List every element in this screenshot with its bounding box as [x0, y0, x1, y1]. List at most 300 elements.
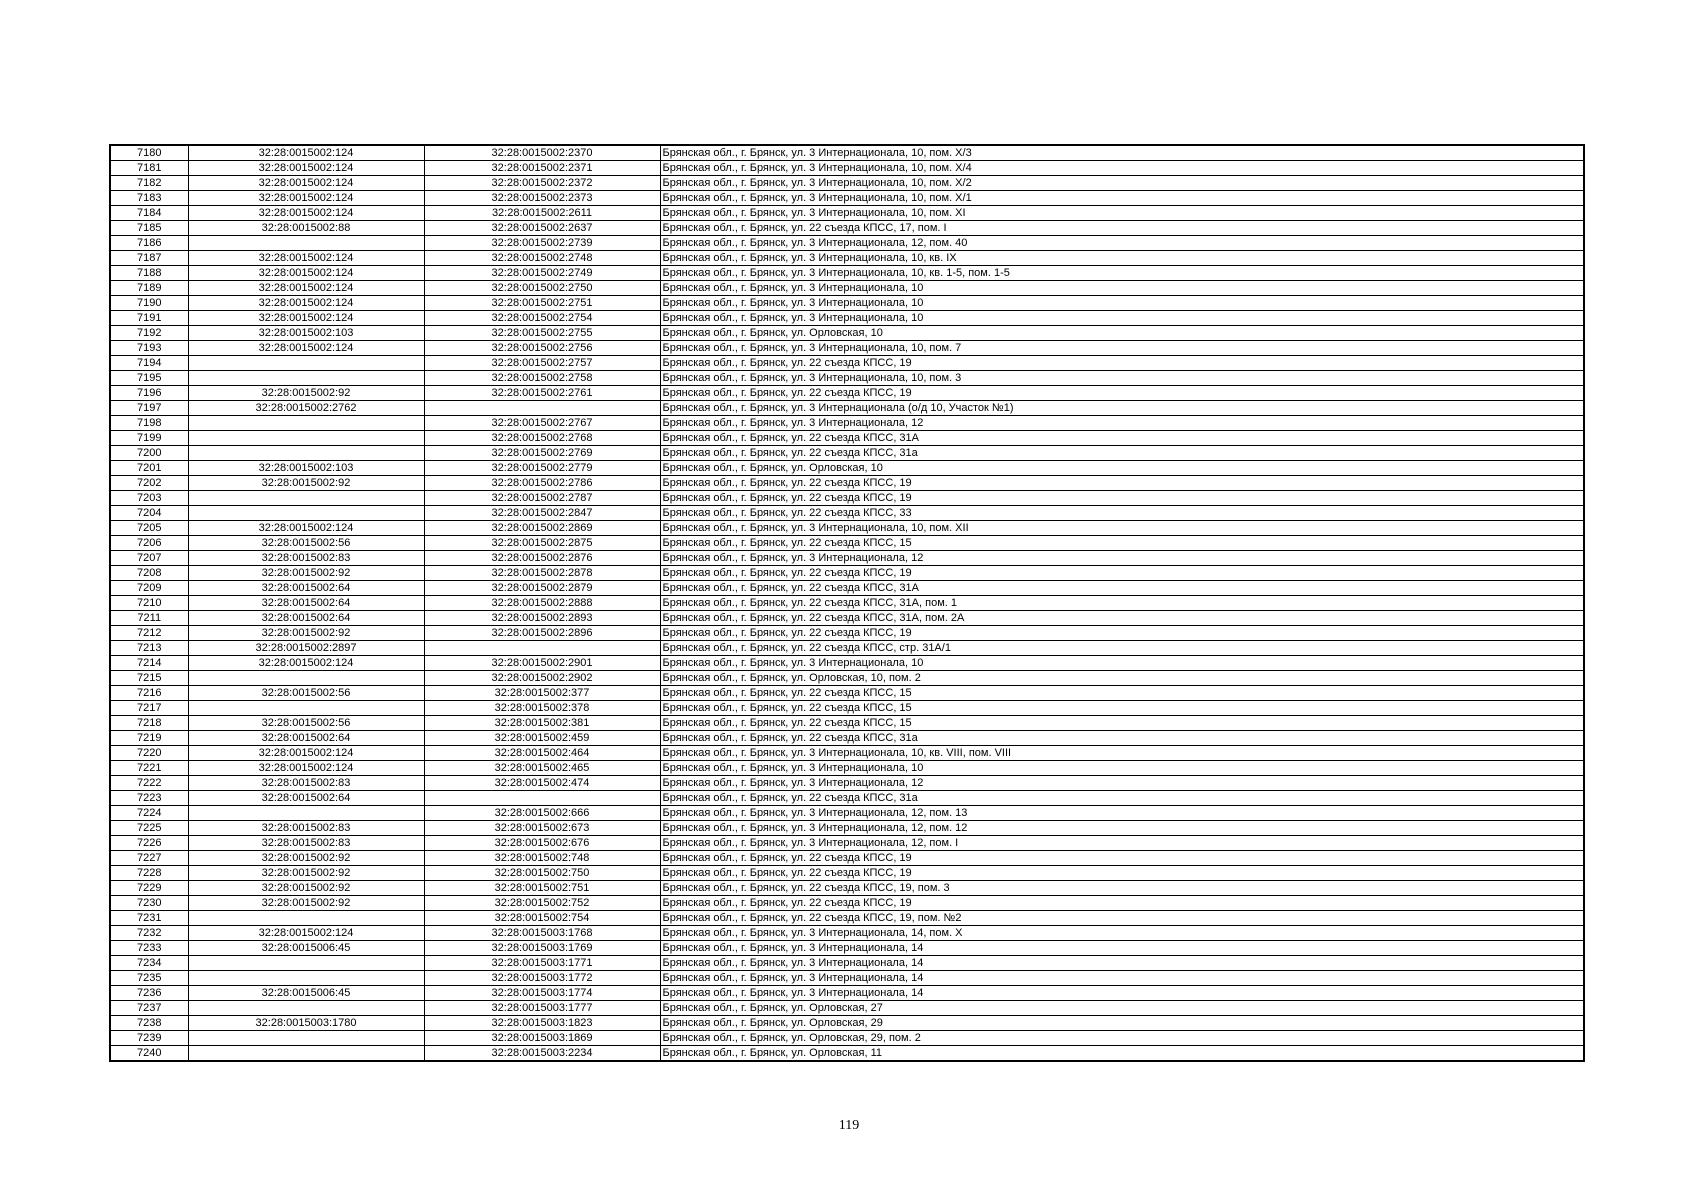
address-cell: Брянская обл., г. Брянск, ул. 22 съезда КПСС, 19 [660, 851, 1584, 866]
row-number-cell: 7198 [110, 416, 188, 431]
parent-cadastral-number-cell: 32:28:0015002:64 [188, 611, 424, 626]
cadastral-number-cell: 32:28:0015002:2869 [424, 521, 660, 536]
table-row [110, 506, 1584, 521]
row-number-cell: 7181 [110, 161, 188, 176]
address-cell: Брянская обл., г. Брянск, ул. 3 Интернационала, 10 [660, 281, 1584, 296]
parent-cadastral-number-cell: 32:28:0015002:124 [188, 926, 424, 941]
cadastral-number-cell: 32:28:0015002:2611 [424, 206, 660, 221]
row-number-cell: 7208 [110, 566, 188, 581]
address-cell: Брянская обл., г. Брянск, ул. 3 Интернационала, 12 [660, 776, 1584, 791]
cadastral-number-cell: 32:28:0015002:459 [424, 731, 660, 746]
table-row [110, 926, 1584, 941]
row-number-cell: 7233 [110, 941, 188, 956]
parent-cadastral-number-cell: 32:28:0015002:124 [188, 281, 424, 296]
row-number-cell: 7225 [110, 821, 188, 836]
cadastral-number-cell: 32:28:0015003:1772 [424, 971, 660, 986]
table-row [110, 626, 1584, 641]
address-cell: Брянская обл., г. Брянск, ул. 22 съезда КПСС, 31а [660, 791, 1584, 806]
parent-cadastral-number-cell [188, 956, 424, 971]
row-number-cell: 7221 [110, 761, 188, 776]
address-cell: Брянская обл., г. Брянск, ул. Орловская, 10 [660, 461, 1584, 476]
cadastral-number-cell: 32:28:0015002:2787 [424, 491, 660, 506]
cadastral-number-cell: 32:28:0015002:2757 [424, 356, 660, 371]
table-row [110, 551, 1584, 566]
table-row [110, 356, 1584, 371]
parent-cadastral-number-cell: 32:28:0015002:124 [188, 341, 424, 356]
parent-cadastral-number-cell: 32:28:0015002:124 [188, 296, 424, 311]
registry-sheet [109, 144, 1585, 1062]
cadastral-number-cell: 32:28:0015002:2749 [424, 266, 660, 281]
table-row [110, 491, 1584, 506]
row-number-cell: 7240 [110, 1046, 188, 1062]
table-body [110, 145, 1584, 1061]
cadastral-number-cell: 32:28:0015002:2755 [424, 326, 660, 341]
table-row [110, 461, 1584, 476]
row-number-cell: 7227 [110, 851, 188, 866]
cadastral-number-cell: 32:28:0015002:2847 [424, 506, 660, 521]
parent-cadastral-number-cell: 32:28:0015002:92 [188, 626, 424, 641]
address-cell: Брянская обл., г. Брянск, ул. 22 съезда КПСС, 31А [660, 431, 1584, 446]
table-row [110, 161, 1584, 176]
cadastral-number-cell: 32:28:0015002:754 [424, 911, 660, 926]
table-row [110, 911, 1584, 926]
table-row [110, 476, 1584, 491]
row-number-cell: 7189 [110, 281, 188, 296]
parent-cadastral-number-cell [188, 911, 424, 926]
table-row [110, 221, 1584, 236]
row-number-cell: 7204 [110, 506, 188, 521]
address-cell: Брянская обл., г. Брянск, ул. 3 Интернационала, 10, пом. X/3 [660, 145, 1584, 161]
address-cell: Брянская обл., г. Брянск, ул. 3 Интернационала, 14 [660, 956, 1584, 971]
parent-cadastral-number-cell [188, 806, 424, 821]
cadastral-number-cell: 32:28:0015002:2739 [424, 236, 660, 251]
cadastral-number-cell: 32:28:0015002:2768 [424, 431, 660, 446]
address-cell: Брянская обл., г. Брянск, ул. 3 Интернационала, 10, пом. 3 [660, 371, 1584, 386]
row-number-cell: 7236 [110, 986, 188, 1001]
parent-cadastral-number-cell: 32:28:0015002:83 [188, 836, 424, 851]
row-number-cell: 7216 [110, 686, 188, 701]
parent-cadastral-number-cell [188, 701, 424, 716]
parent-cadastral-number-cell: 32:28:0015002:64 [188, 731, 424, 746]
parent-cadastral-number-cell [188, 491, 424, 506]
row-number-cell: 7192 [110, 326, 188, 341]
table-row [110, 236, 1584, 251]
row-number-cell: 7200 [110, 446, 188, 461]
cadastral-number-cell: 32:28:0015002:2751 [424, 296, 660, 311]
parent-cadastral-number-cell: 32:28:0015002:124 [188, 206, 424, 221]
cadastral-number-cell: 32:28:0015002:2876 [424, 551, 660, 566]
table-row [110, 851, 1584, 866]
address-cell: Брянская обл., г. Брянск, ул. 3 Интернационала, 14 [660, 941, 1584, 956]
parent-cadastral-number-cell: 32:28:0015002:2762 [188, 401, 424, 416]
address-cell: Брянская обл., г. Брянск, ул. 3 Интернационала, 10 [660, 656, 1584, 671]
address-cell: Брянская обл., г. Брянск, ул. 3 Интернационала, 10, пом. X/1 [660, 191, 1584, 206]
cadastral-number-cell: 32:28:0015002:2896 [424, 626, 660, 641]
address-cell: Брянская обл., г. Брянск, ул. 3 Интернационала, 14 [660, 971, 1584, 986]
row-number-cell: 7238 [110, 1016, 188, 1031]
address-cell: Брянская обл., г. Брянск, ул. 3 Интернационала, 10 [660, 311, 1584, 326]
address-cell: Брянская обл., г. Брянск, ул. 3 Интернационала, 12, пом. 40 [660, 236, 1584, 251]
address-cell: Брянская обл., г. Брянск, ул. 22 съезда КПСС, 19 [660, 491, 1584, 506]
cadastral-number-cell: 32:28:0015002:377 [424, 686, 660, 701]
parent-cadastral-number-cell: 32:28:0015002:92 [188, 851, 424, 866]
table-row [110, 1001, 1584, 1016]
row-number-cell: 7209 [110, 581, 188, 596]
cadastral-number-cell: 32:28:0015002:2769 [424, 446, 660, 461]
cadastral-number-cell: 32:28:0015002:465 [424, 761, 660, 776]
address-cell: Брянская обл., г. Брянск, ул. 3 Интернационала, 12, пом. 12 [660, 821, 1584, 836]
parent-cadastral-number-cell: 32:28:0015002:92 [188, 566, 424, 581]
cadastral-number-cell: 32:28:0015002:2370 [424, 145, 660, 161]
row-number-cell: 7195 [110, 371, 188, 386]
cadastral-number-cell [424, 791, 660, 806]
table-row [110, 1016, 1584, 1031]
cadastral-table [109, 144, 1585, 1062]
table-row [110, 866, 1584, 881]
table-row [110, 761, 1584, 776]
address-cell: Брянская обл., г. Брянск, ул. Орловская, 27 [660, 1001, 1584, 1016]
parent-cadastral-number-cell [188, 1046, 424, 1062]
parent-cadastral-number-cell: 32:28:0015002:103 [188, 326, 424, 341]
row-number-cell: 7210 [110, 596, 188, 611]
row-number-cell: 7239 [110, 1031, 188, 1046]
row-number-cell: 7187 [110, 251, 188, 266]
parent-cadastral-number-cell: 32:28:0015002:83 [188, 821, 424, 836]
parent-cadastral-number-cell: 32:28:0015006:45 [188, 941, 424, 956]
address-cell: Брянская обл., г. Брянск, ул. 22 съезда КПСС, 31А, пом. 1 [660, 596, 1584, 611]
row-number-cell: 7229 [110, 881, 188, 896]
cadastral-number-cell: 32:28:0015002:750 [424, 866, 660, 881]
cadastral-number-cell: 32:28:0015003:1777 [424, 1001, 660, 1016]
parent-cadastral-number-cell: 32:28:0015002:124 [188, 145, 424, 161]
table-row [110, 1031, 1584, 1046]
address-cell: Брянская обл., г. Брянск, ул. 3 Интернационала, 10 [660, 296, 1584, 311]
parent-cadastral-number-cell: 32:28:0015002:88 [188, 221, 424, 236]
table-row [110, 145, 1584, 161]
table-row [110, 566, 1584, 581]
address-cell: Брянская обл., г. Брянск, ул. Орловская, 11 [660, 1046, 1584, 1062]
parent-cadastral-number-cell: 32:28:0015002:124 [188, 176, 424, 191]
table-row [110, 251, 1584, 266]
address-cell: Брянская обл., г. Брянск, ул. 22 съезда КПСС, 19 [660, 626, 1584, 641]
address-cell: Брянская обл., г. Брянск, ул. 3 Интернационала, 10, пом. 7 [660, 341, 1584, 356]
row-number-cell: 7194 [110, 356, 188, 371]
cadastral-number-cell: 32:28:0015003:1823 [424, 1016, 660, 1031]
table-row [110, 881, 1584, 896]
address-cell: Брянская обл., г. Брянск, ул. 22 съезда КПСС, 31а [660, 446, 1584, 461]
cadastral-number-cell: 32:28:0015002:474 [424, 776, 660, 791]
table-row [110, 701, 1584, 716]
address-cell: Брянская обл., г. Брянск, ул. 3 Интернационала, 10, кв. VIII, пом. VIII [660, 746, 1584, 761]
row-number-cell: 7222 [110, 776, 188, 791]
row-number-cell: 7234 [110, 956, 188, 971]
row-number-cell: 7199 [110, 431, 188, 446]
table-row [110, 791, 1584, 806]
cadastral-number-cell [424, 401, 660, 416]
row-number-cell: 7232 [110, 926, 188, 941]
row-number-cell: 7214 [110, 656, 188, 671]
parent-cadastral-number-cell: 32:28:0015002:92 [188, 866, 424, 881]
cadastral-number-cell: 32:28:0015003:1769 [424, 941, 660, 956]
row-number-cell: 7220 [110, 746, 188, 761]
row-number-cell: 7185 [110, 221, 188, 236]
cadastral-number-cell: 32:28:0015002:2786 [424, 476, 660, 491]
table-row [110, 986, 1584, 1001]
address-cell: Брянская обл., г. Брянск, ул. 3 Интернационала, 10 [660, 761, 1584, 776]
table-row [110, 806, 1584, 821]
parent-cadastral-number-cell: 32:28:0015002:64 [188, 791, 424, 806]
parent-cadastral-number-cell: 32:28:0015002:103 [188, 461, 424, 476]
address-cell: Брянская обл., г. Брянск, ул. 22 съезда КПСС, 15 [660, 716, 1584, 731]
table-row [110, 401, 1584, 416]
cadastral-number-cell: 32:28:0015003:1869 [424, 1031, 660, 1046]
address-cell: Брянская обл., г. Брянск, ул. 3 Интернационала, 10, кв. 1-5, пом. 1-5 [660, 266, 1584, 281]
row-number-cell: 7205 [110, 521, 188, 536]
row-number-cell: 7211 [110, 611, 188, 626]
table-row [110, 821, 1584, 836]
cadastral-number-cell: 32:28:0015002:2888 [424, 596, 660, 611]
address-cell: Брянская обл., г. Брянск, ул. 22 съезда КПСС, 31А [660, 581, 1584, 596]
row-number-cell: 7226 [110, 836, 188, 851]
row-number-cell: 7237 [110, 1001, 188, 1016]
address-cell: Брянская обл., г. Брянск, ул. 22 съезда КПСС, 19 [660, 866, 1584, 881]
address-cell: Брянская обл., г. Брянск, ул. 22 съезда КПСС, 31А, пом. 2А [660, 611, 1584, 626]
table-row [110, 386, 1584, 401]
cadastral-number-cell: 32:28:0015002:2902 [424, 671, 660, 686]
cadastral-number-cell: 32:28:0015002:2767 [424, 416, 660, 431]
row-number-cell: 7201 [110, 461, 188, 476]
parent-cadastral-number-cell: 32:28:0015002:124 [188, 656, 424, 671]
row-number-cell: 7215 [110, 671, 188, 686]
row-number-cell: 7231 [110, 911, 188, 926]
parent-cadastral-number-cell [188, 431, 424, 446]
table-row [110, 686, 1584, 701]
address-cell: Брянская обл., г. Брянск, ул. 3 Интернационала (о/д 10, Участок №1) [660, 401, 1584, 416]
row-number-cell: 7207 [110, 551, 188, 566]
cadastral-number-cell: 32:28:0015002:2754 [424, 311, 660, 326]
table-row [110, 956, 1584, 971]
parent-cadastral-number-cell: 32:28:0015002:56 [188, 536, 424, 551]
row-number-cell: 7235 [110, 971, 188, 986]
parent-cadastral-number-cell: 32:28:0015002:92 [188, 881, 424, 896]
parent-cadastral-number-cell: 32:28:0015002:124 [188, 761, 424, 776]
parent-cadastral-number-cell [188, 506, 424, 521]
table-row [110, 311, 1584, 326]
address-cell: Брянская обл., г. Брянск, ул. 3 Интернационала, 14, пом. X [660, 926, 1584, 941]
cadastral-number-cell: 32:28:0015002:2750 [424, 281, 660, 296]
parent-cadastral-number-cell: 32:28:0015002:124 [188, 521, 424, 536]
parent-cadastral-number-cell: 32:28:0015002:64 [188, 596, 424, 611]
parent-cadastral-number-cell [188, 356, 424, 371]
address-cell: Брянская обл., г. Брянск, ул. 3 Интернационала, 10, кв. IX [660, 251, 1584, 266]
cadastral-number-cell: 32:28:0015002:751 [424, 881, 660, 896]
address-cell: Брянская обл., г. Брянск, ул. 3 Интернационала, 12, пом. 13 [660, 806, 1584, 821]
parent-cadastral-number-cell: 32:28:0015002:56 [188, 686, 424, 701]
table-row [110, 656, 1584, 671]
row-number-cell: 7196 [110, 386, 188, 401]
address-cell: Брянская обл., г. Брянск, ул. 22 съезда КПСС, стр. 31А/1 [660, 641, 1584, 656]
cadastral-number-cell: 32:28:0015003:1768 [424, 926, 660, 941]
cadastral-number-cell: 32:28:0015002:752 [424, 896, 660, 911]
cadastral-number-cell: 32:28:0015002:2761 [424, 386, 660, 401]
cadastral-number-cell: 32:28:0015002:2373 [424, 191, 660, 206]
parent-cadastral-number-cell [188, 446, 424, 461]
table-row [110, 716, 1584, 731]
cadastral-number-cell: 32:28:0015002:2893 [424, 611, 660, 626]
row-number-cell: 7228 [110, 866, 188, 881]
row-number-cell: 7202 [110, 476, 188, 491]
cadastral-number-cell: 32:28:0015002:2901 [424, 656, 660, 671]
parent-cadastral-number-cell: 32:28:0015002:124 [188, 311, 424, 326]
parent-cadastral-number-cell: 32:28:0015003:1780 [188, 1016, 424, 1031]
address-cell: Брянская обл., г. Брянск, ул. 3 Интернационала, 10, пом. X/2 [660, 176, 1584, 191]
address-cell: Брянская обл., г. Брянск, ул. 22 съезда КПСС, 15 [660, 686, 1584, 701]
address-cell: Брянская обл., г. Брянск, ул. Орловская, 10 [660, 326, 1584, 341]
cadastral-number-cell: 32:28:0015002:381 [424, 716, 660, 731]
address-cell: Брянская обл., г. Брянск, ул. 22 съезда КПСС, 19 [660, 896, 1584, 911]
table-row [110, 266, 1584, 281]
table-row [110, 326, 1584, 341]
parent-cadastral-number-cell: 32:28:0015002:92 [188, 476, 424, 491]
row-number-cell: 7184 [110, 206, 188, 221]
row-number-cell: 7203 [110, 491, 188, 506]
address-cell: Брянская обл., г. Брянск, ул. 3 Интернационала, 10, пом. XI [660, 206, 1584, 221]
table-row [110, 731, 1584, 746]
address-cell: Брянская обл., г. Брянск, ул. 22 съезда КПСС, 19, пом. 3 [660, 881, 1584, 896]
table-row [110, 446, 1584, 461]
table-row [110, 671, 1584, 686]
address-cell: Брянская обл., г. Брянск, ул. 22 съезда КПСС, 19 [660, 476, 1584, 491]
table-row [110, 206, 1584, 221]
cadastral-number-cell: 32:28:0015002:676 [424, 836, 660, 851]
table-row [110, 941, 1584, 956]
row-number-cell: 7223 [110, 791, 188, 806]
row-number-cell: 7212 [110, 626, 188, 641]
row-number-cell: 7230 [110, 896, 188, 911]
table-row [110, 611, 1584, 626]
table-row [110, 596, 1584, 611]
address-cell: Брянская обл., г. Брянск, ул. 3 Интернационала, 12 [660, 551, 1584, 566]
table-row [110, 536, 1584, 551]
row-number-cell: 7206 [110, 536, 188, 551]
table-row [110, 581, 1584, 596]
address-cell: Брянская обл., г. Брянск, ул. 22 съезда КПСС, 15 [660, 701, 1584, 716]
parent-cadastral-number-cell [188, 671, 424, 686]
row-number-cell: 7191 [110, 311, 188, 326]
parent-cadastral-number-cell [188, 1031, 424, 1046]
cadastral-number-cell: 32:28:0015002:2878 [424, 566, 660, 581]
parent-cadastral-number-cell: 32:28:0015002:124 [188, 191, 424, 206]
row-number-cell: 7197 [110, 401, 188, 416]
table-row [110, 971, 1584, 986]
address-cell: Брянская обл., г. Брянск, ул. 22 съезда КПСС, 19, пом. №2 [660, 911, 1584, 926]
cadastral-number-cell: 32:28:0015002:2372 [424, 176, 660, 191]
address-cell: Брянская обл., г. Брянск, ул. Орловская, 29 [660, 1016, 1584, 1031]
row-number-cell: 7219 [110, 731, 188, 746]
table-row [110, 191, 1584, 206]
cadastral-number-cell: 32:28:0015002:2758 [424, 371, 660, 386]
parent-cadastral-number-cell: 32:28:0015006:45 [188, 986, 424, 1001]
cadastral-number-cell: 32:28:0015002:748 [424, 851, 660, 866]
address-cell: Брянская обл., г. Брянск, ул. Орловская, 29, пом. 2 [660, 1031, 1584, 1046]
row-number-cell: 7218 [110, 716, 188, 731]
table-row [110, 776, 1584, 791]
table-row [110, 896, 1584, 911]
parent-cadastral-number-cell: 32:28:0015002:56 [188, 716, 424, 731]
address-cell: Брянская обл., г. Брянск, ул. 22 съезда КПСС, 19 [660, 356, 1584, 371]
parent-cadastral-number-cell [188, 371, 424, 386]
row-number-cell: 7224 [110, 806, 188, 821]
address-cell: Брянская обл., г. Брянск, ул. 3 Интернационала, 12, пом. I [660, 836, 1584, 851]
table-row [110, 341, 1584, 356]
parent-cadastral-number-cell [188, 971, 424, 986]
row-number-cell: 7190 [110, 296, 188, 311]
address-cell: Брянская обл., г. Брянск, ул. 22 съезда КПСС, 15 [660, 536, 1584, 551]
table-row [110, 836, 1584, 851]
address-cell: Брянская обл., г. Брянск, ул. 22 съезда КПСС, 19 [660, 566, 1584, 581]
parent-cadastral-number-cell: 32:28:0015002:92 [188, 896, 424, 911]
cadastral-number-cell [424, 641, 660, 656]
parent-cadastral-number-cell [188, 416, 424, 431]
row-number-cell: 7213 [110, 641, 188, 656]
table-row [110, 176, 1584, 191]
cadastral-number-cell: 32:28:0015002:2779 [424, 461, 660, 476]
table-row [110, 416, 1584, 431]
cadastral-number-cell: 32:28:0015002:2879 [424, 581, 660, 596]
address-cell: Брянская обл., г. Брянск, ул. 3 Интернационала, 14 [660, 986, 1584, 1001]
parent-cadastral-number-cell: 32:28:0015002:124 [188, 266, 424, 281]
address-cell: Брянская обл., г. Брянск, ул. 22 съезда КПСС, 33 [660, 506, 1584, 521]
cadastral-number-cell: 32:28:0015003:1774 [424, 986, 660, 1001]
row-number-cell: 7217 [110, 701, 188, 716]
cadastral-number-cell: 32:28:0015002:464 [424, 746, 660, 761]
page-number: 119 [838, 1118, 860, 1133]
cadastral-number-cell: 32:28:0015003:1771 [424, 956, 660, 971]
table-row [110, 746, 1584, 761]
row-number-cell: 7182 [110, 176, 188, 191]
row-number-cell: 7186 [110, 236, 188, 251]
cadastral-number-cell: 32:28:0015002:2748 [424, 251, 660, 266]
parent-cadastral-number-cell [188, 236, 424, 251]
row-number-cell: 7180 [110, 145, 188, 161]
parent-cadastral-number-cell: 32:28:0015002:2897 [188, 641, 424, 656]
table-row [110, 296, 1584, 311]
cadastral-number-cell: 32:28:0015002:666 [424, 806, 660, 821]
row-number-cell: 7188 [110, 266, 188, 281]
row-number-cell: 7183 [110, 191, 188, 206]
address-cell: Брянская обл., г. Брянск, ул. 3 Интернационала, 12 [660, 416, 1584, 431]
table-row [110, 371, 1584, 386]
parent-cadastral-number-cell: 32:28:0015002:83 [188, 776, 424, 791]
cadastral-number-cell: 32:28:0015003:2234 [424, 1046, 660, 1062]
table-row [110, 431, 1584, 446]
cadastral-number-cell: 32:28:0015002:2875 [424, 536, 660, 551]
address-cell: Брянская обл., г. Брянск, ул. Орловская, 10, пом. 2 [660, 671, 1584, 686]
parent-cadastral-number-cell: 32:28:0015002:64 [188, 581, 424, 596]
address-cell: Брянская обл., г. Брянск, ул. 3 Интернационала, 10, пом. X/4 [660, 161, 1584, 176]
address-cell: Брянская обл., г. Брянск, ул. 3 Интернационала, 10, пом. XII [660, 521, 1584, 536]
parent-cadastral-number-cell: 32:28:0015002:124 [188, 161, 424, 176]
parent-cadastral-number-cell: 32:28:0015002:92 [188, 386, 424, 401]
row-number-cell: 7193 [110, 341, 188, 356]
cadastral-number-cell: 32:28:0015002:673 [424, 821, 660, 836]
table-row [110, 1046, 1584, 1062]
table-row [110, 641, 1584, 656]
cadastral-number-cell: 32:28:0015002:2637 [424, 221, 660, 236]
parent-cadastral-number-cell: 32:28:0015002:124 [188, 746, 424, 761]
cadastral-number-cell: 32:28:0015002:2756 [424, 341, 660, 356]
parent-cadastral-number-cell: 32:28:0015002:124 [188, 251, 424, 266]
